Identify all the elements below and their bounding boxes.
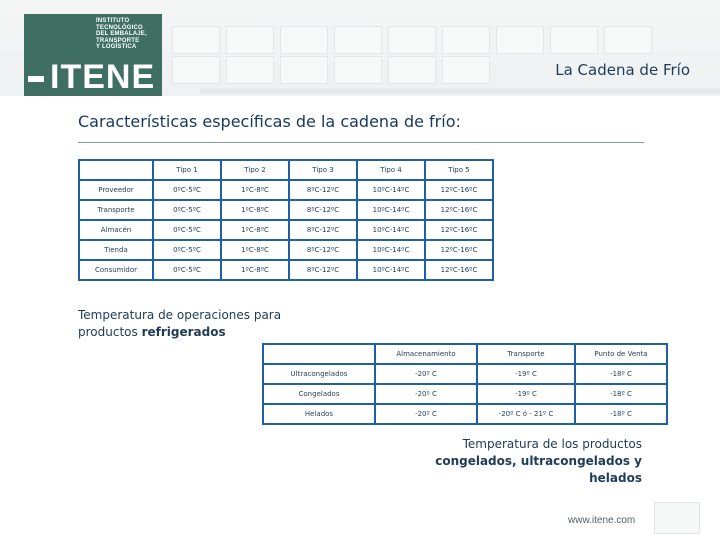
refrigerated-temperature-table: [78, 159, 494, 281]
table-row: [263, 384, 667, 404]
table-cell: 8ºC-12ºC: [289, 180, 357, 200]
caption-emphasis: congelados, ultracongelados y: [435, 454, 642, 468]
logo-wordmark: ITENE: [50, 58, 156, 96]
table-cell: 10ºC-14ºC: [357, 200, 425, 220]
table-cell: -20º C ó - 21º C: [477, 404, 575, 424]
table-cell: 1ºC-8ºC: [221, 220, 289, 240]
table-cell: 8ºC-12ºC: [289, 200, 357, 220]
row-label: Tienda: [79, 240, 153, 260]
refrigerated-caption: [78, 307, 281, 341]
caption-line: [435, 453, 642, 470]
header-tile: [388, 56, 436, 84]
caption-text: productos: [78, 325, 142, 339]
logo-line: TRANSPORTE: [96, 37, 140, 44]
row-label: Consumidor: [79, 260, 153, 280]
table-header-cell: Punto de Venta: [575, 344, 667, 364]
logo-institute-text: [96, 18, 147, 51]
row-label: Helados: [263, 404, 375, 424]
header-tile: [334, 56, 382, 84]
caption-line: [78, 324, 281, 341]
logo-line: TECNOLÓGICO: [96, 24, 143, 31]
table-cell: -19º C: [477, 384, 575, 404]
table-cell: 10ºC-14ºC: [357, 220, 425, 240]
table-header-cell: Transporte: [477, 344, 575, 364]
header-rule: [200, 88, 720, 94]
logo-line: Y LOGÍSTICA: [96, 44, 137, 51]
table-header-cell: Tipo 3: [289, 160, 357, 180]
table-cell: 0ºC-5ºC: [153, 260, 221, 280]
table-row: [79, 240, 493, 260]
table-cell: 12ºC-16ºC: [425, 260, 493, 280]
page-header-title: La Cadena de Frío: [555, 61, 690, 79]
table-cell: 8ºC-12ºC: [289, 220, 357, 240]
table-cell: -18º C: [575, 364, 667, 384]
table-row: [263, 364, 667, 384]
section-divider: [78, 142, 644, 143]
logo-bar: [28, 76, 44, 82]
table-row: [263, 404, 667, 424]
table-cell: 0ºC-5ºC: [153, 240, 221, 260]
table-header-cell: Tipo 5: [425, 160, 493, 180]
table-header-cell: Tipo 4: [357, 160, 425, 180]
table-header-row: [79, 160, 493, 180]
header-tile: [388, 26, 436, 54]
table-cell: 1ºC-8ºC: [221, 260, 289, 280]
header-tile: [442, 56, 490, 84]
caption-emphasis: refrigerados: [141, 325, 226, 339]
table-cell: -20º C: [375, 364, 477, 384]
table-cell: 1ºC-8ºC: [221, 200, 289, 220]
row-label: Transporte: [79, 200, 153, 220]
row-label: Proveedor: [79, 180, 153, 200]
table-cell: -18º C: [575, 384, 667, 404]
table-cell: 8ºC-12ºC: [289, 260, 357, 280]
table-cell: 0ºC-5ºC: [153, 200, 221, 220]
header-tile: [604, 26, 652, 54]
table-header-cell: Almacenamiento: [375, 344, 477, 364]
header-tile: [226, 56, 274, 84]
row-label: Almacén: [79, 220, 153, 240]
caption-line: [435, 470, 642, 487]
table-cell: 0ºC-5ºC: [153, 180, 221, 200]
section-title: Características específicas de la cadena de frío:: [78, 112, 461, 131]
header-tile: [550, 26, 598, 54]
table-cell: -20º C: [375, 384, 477, 404]
table-cell: 12ºC-16ºC: [425, 240, 493, 260]
table-cell: 8ºC-12ºC: [289, 240, 357, 260]
footer-website-link[interactable]: www.itene.com: [568, 515, 636, 526]
frozen-caption: [435, 436, 642, 487]
table-cell: 10ºC-14ºC: [357, 260, 425, 280]
table-row: [79, 200, 493, 220]
table-header-cell: Tipo 1: [153, 160, 221, 180]
table-cell: 12ºC-16ºC: [425, 180, 493, 200]
table-cell: 1ºC-8ºC: [221, 240, 289, 260]
table-row: [79, 260, 493, 280]
table-row: [79, 180, 493, 200]
frozen-temperature-table: [262, 343, 668, 425]
logo-line: INSTITUTO: [96, 18, 130, 24]
footer-decoration: [654, 502, 700, 534]
itene-logo: [24, 14, 162, 96]
header-tile: [334, 26, 382, 54]
row-label: Ultracongelados: [263, 364, 375, 384]
table-cell: 10ºC-14ºC: [357, 240, 425, 260]
header-tile: [496, 26, 544, 54]
header-tile: [280, 56, 328, 84]
header-tile: [280, 26, 328, 54]
table-cell: 12ºC-16ºC: [425, 220, 493, 240]
table-cell: -18º C: [575, 404, 667, 424]
caption-line: Temperatura de operaciones para: [78, 308, 282, 322]
caption-line: Temperatura de los productos: [462, 437, 642, 451]
header-tile: [442, 26, 490, 54]
row-label: Congelados: [263, 384, 375, 404]
table-cell: -19º C: [477, 364, 575, 384]
table-cell: 0ºC-5ºC: [153, 220, 221, 240]
table-cell: -20º C: [375, 404, 477, 424]
header-tile: [172, 56, 220, 84]
header-tile: [226, 26, 274, 54]
table-cell: 1ºC-8ºC: [221, 180, 289, 200]
table-header-cell: [263, 344, 375, 364]
table-cell: 12ºC-16ºC: [425, 200, 493, 220]
table-header-row: [263, 344, 667, 364]
logo-line: DEL EMBALAJE,: [96, 31, 147, 38]
table-row: [79, 220, 493, 240]
table-header-cell: Tipo 2: [221, 160, 289, 180]
table-header-cell: [79, 160, 153, 180]
caption-emphasis: helados: [589, 471, 642, 485]
table-cell: 10ºC-14ºC: [357, 180, 425, 200]
header-tile: [172, 26, 220, 54]
